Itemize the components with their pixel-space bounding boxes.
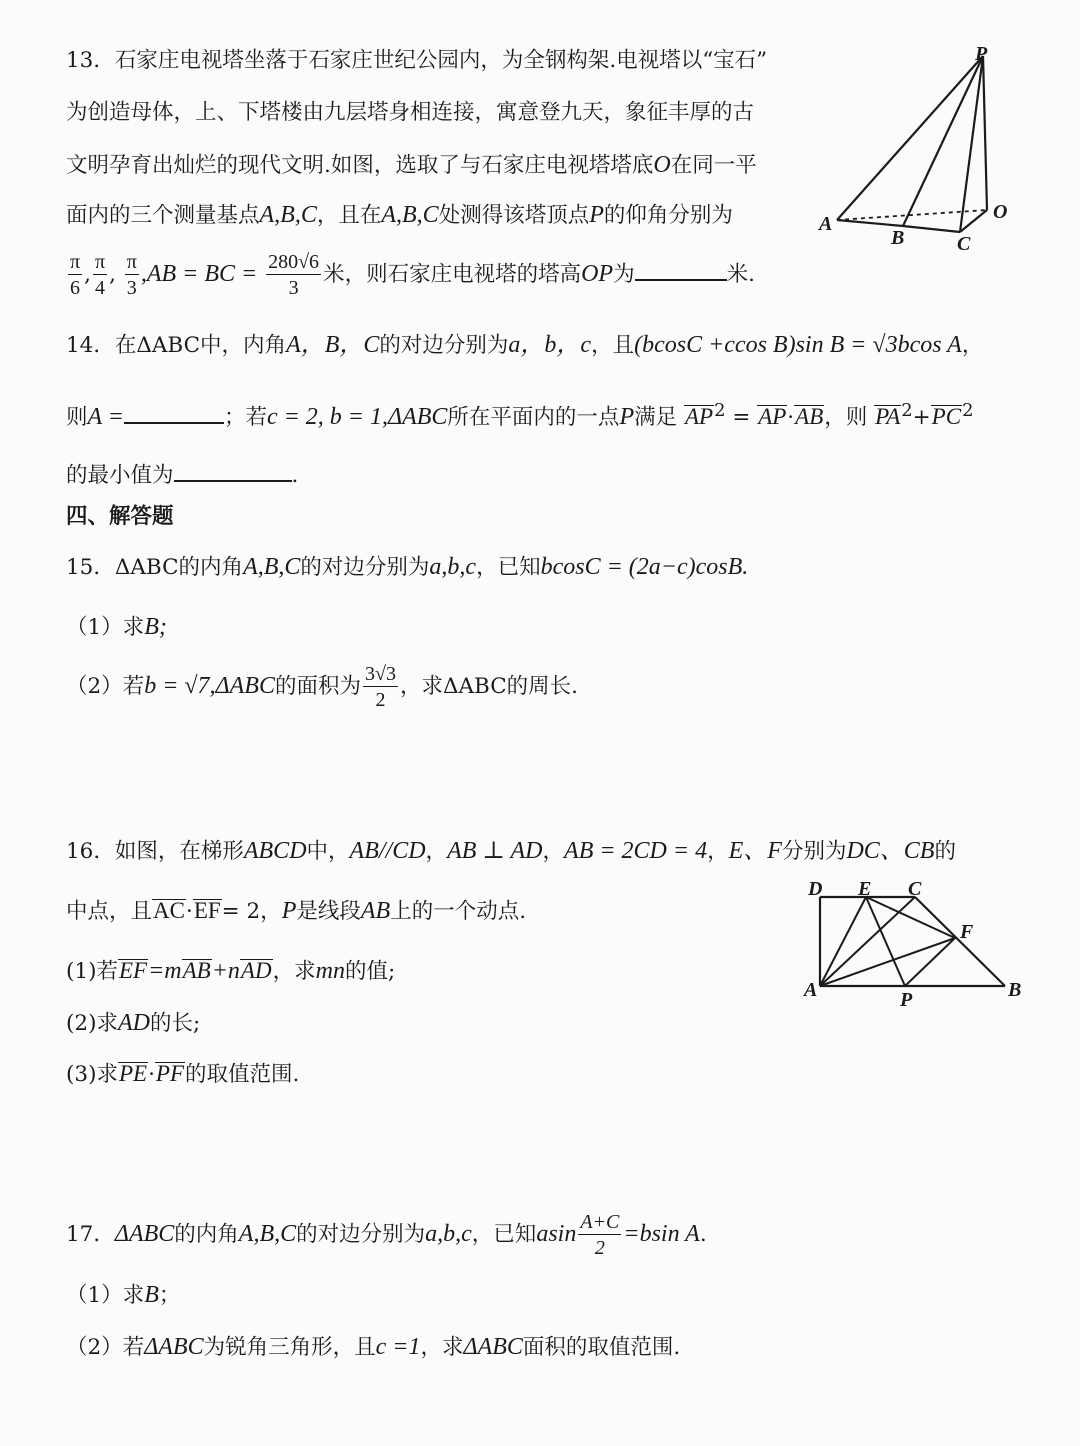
answer-blank-a[interactable] xyxy=(124,400,224,424)
q15-part-2 xyxy=(66,662,578,711)
q17-part-1 xyxy=(66,1280,180,1311)
label-c: C xyxy=(908,878,922,900)
q17-text: 为锐角三角形，且 xyxy=(203,1335,376,1360)
q16-part-3 xyxy=(66,1060,299,1090)
q13-text: 文明孕育出灿烂的现代文明.如图，选取了与石家庄电视塔塔底 xyxy=(66,153,654,178)
segment-ab: AB xyxy=(360,898,391,924)
q16-text: ， xyxy=(707,839,729,864)
q16-text: ， xyxy=(542,839,565,864)
q15-text: ，求ΔABC的周长. xyxy=(399,674,579,699)
segment-op: OP xyxy=(581,261,614,287)
coef-n: +n xyxy=(211,958,240,984)
q16-text: 中点，且 xyxy=(66,899,153,924)
parallel-condition: AB//CD xyxy=(349,838,426,864)
point-p: P xyxy=(281,898,297,924)
q14-text: ；若 xyxy=(223,405,267,431)
q13-text: 为 xyxy=(613,262,635,287)
q16-text: 16．如图，在梯形 xyxy=(66,839,244,864)
q17-text: ，求 xyxy=(420,1335,464,1360)
angle-b: B; xyxy=(144,614,167,640)
sides: a，b，c xyxy=(508,332,592,358)
vector-pe: PE xyxy=(118,1061,148,1086)
q14-text: 14．在ΔABC中，内角 xyxy=(66,333,287,358)
q15-text: （2）若 xyxy=(66,674,145,699)
point-p: P xyxy=(589,202,604,228)
dot: · xyxy=(148,1062,155,1087)
q14-text: ，则 xyxy=(824,405,868,431)
segments-dc-cb: DC、CB xyxy=(846,838,935,864)
q16-text: 中， xyxy=(306,839,350,864)
trapezoid-figure xyxy=(800,872,1040,1022)
q16-text: (2)求 xyxy=(66,1011,118,1036)
q17-text: ； xyxy=(158,1283,181,1308)
point-p: P xyxy=(619,404,635,431)
sides: a,b,c xyxy=(425,1221,472,1247)
label-d: D xyxy=(808,878,823,900)
q16-text: 的 xyxy=(934,839,956,864)
q14-text: ， xyxy=(961,333,984,358)
angles: A，B，C xyxy=(286,332,380,358)
q14-line-3 xyxy=(66,458,298,491)
product-mn: mn xyxy=(315,958,345,984)
sides: a,b,c xyxy=(429,554,477,580)
half-angle-fraction: $\frac{A+C}{2}$ xyxy=(580,1211,620,1259)
q13-line-3 xyxy=(66,150,757,181)
triangle-abc: ΔABC xyxy=(114,1221,175,1247)
length-condition: AB = 2CD = 4 xyxy=(564,838,708,864)
q15-text: 15．ΔABC的内角 xyxy=(66,555,244,580)
segment-ad: AD xyxy=(117,1010,150,1036)
perpendicular-condition: AB ⊥ AD xyxy=(447,838,543,864)
q14-text: 的对边分别为 xyxy=(379,333,509,358)
q13-text: 在同一平 xyxy=(670,153,757,178)
q14-text: 所在平面内的一点 xyxy=(447,405,620,431)
label-e: E xyxy=(858,878,872,900)
condition-formula: (bcosC +ccos B)sin B = √3bcos A xyxy=(634,332,962,358)
q17-text: 的内角 xyxy=(174,1222,239,1247)
q14-text: ，且 xyxy=(591,333,635,358)
label-a: A xyxy=(819,213,833,235)
q17-line-1 xyxy=(66,1208,707,1261)
q14-line-1 xyxy=(66,330,983,361)
q14-text: . xyxy=(291,463,299,488)
given-values: b = √7,ΔABC xyxy=(144,673,275,699)
q13-text: 的仰角分别为 xyxy=(603,203,733,228)
formula-left: asin xyxy=(536,1221,577,1247)
q16-text: 的长; xyxy=(149,1011,201,1036)
q15-text: 的对边分别为 xyxy=(300,555,430,580)
points-ef: E、F xyxy=(728,838,782,864)
vector-pc: PC xyxy=(931,404,962,430)
coef-m: =m xyxy=(148,958,182,984)
label-b: B xyxy=(1008,979,1022,1001)
q16-line-2 xyxy=(66,896,526,927)
q13-line-1 xyxy=(66,46,767,76)
vector-ef: EF xyxy=(118,958,148,983)
q17-text: （2）若 xyxy=(66,1335,145,1360)
distance-fraction: $\frac{280√6}{3}$ xyxy=(268,251,320,299)
formula-right: =bsin A xyxy=(623,1221,700,1247)
q17-text: 的对边分别为 xyxy=(296,1222,426,1247)
q16-text: ，求 xyxy=(272,959,316,984)
angle-pi-3: $\frac{\pi}{3}$ xyxy=(126,251,137,299)
triangle-abc: ΔABC xyxy=(144,1334,204,1360)
vector-pf: PF xyxy=(155,1061,185,1086)
angle-b: B xyxy=(144,1282,159,1308)
q16-text: 的取值范围. xyxy=(185,1062,300,1087)
angle-pi-6: $\frac{\pi}{6}$ xyxy=(70,251,81,299)
q14-text: 的最小值为 xyxy=(66,463,174,488)
square: 2 xyxy=(901,400,913,421)
q13-line-2 xyxy=(66,98,754,128)
q13-text: 米. xyxy=(726,262,755,287)
ab-equals: ,AB = BC = xyxy=(140,261,258,287)
q17-text: ，已知 xyxy=(471,1222,537,1247)
tower-figure xyxy=(815,40,1015,255)
label-a: A xyxy=(804,979,818,1001)
q13-text: 13．石家庄电视塔坐落于石家庄世纪公园内，为全钢构架.电视塔以“宝石” xyxy=(66,48,768,73)
q17-text: （1）求 xyxy=(66,1283,145,1308)
points-abc: A,B,C xyxy=(259,202,317,228)
vector-ef: EF xyxy=(193,898,221,923)
vector-pa: PA xyxy=(875,404,901,430)
dot: · xyxy=(787,405,795,431)
angle-a: A = xyxy=(87,404,124,431)
q13-text: 米，则石家庄电视塔的塔高 xyxy=(323,262,582,287)
q16-text: 的值; xyxy=(344,959,396,984)
vector-ad: AD xyxy=(240,958,272,983)
q16-part-2 xyxy=(66,1008,200,1039)
points-abc: A,B,C xyxy=(381,202,439,228)
q16-text: (1)若 xyxy=(66,959,118,984)
angle-pi-4: $\frac{\pi}{4}$ xyxy=(94,251,106,299)
vector-ab: AB xyxy=(795,404,824,430)
q14-line-2 xyxy=(66,396,973,433)
q13-line-5: $\frac{\pi}{6}$ , $\frac{\pi}{4}$ , $\frac{\pi}{3}$ ,AB = BC = $\frac{280√6}{3}$ 米，则石家庄电视塔的塔高OP为 米. xyxy=(70,251,755,299)
vector-ac: AC xyxy=(153,898,185,923)
triangle-abc: ΔABC xyxy=(463,1334,523,1360)
q16-text: 上的一个动点. xyxy=(390,899,527,924)
answer-blank[interactable] xyxy=(635,257,727,281)
q15-text: 的面积为 xyxy=(274,674,361,699)
q16-text: 是线段 xyxy=(296,899,361,924)
angles: A,B,C xyxy=(238,1221,297,1247)
trapezoid-name: ABCD xyxy=(243,838,307,864)
q14-text: 满足 xyxy=(634,405,678,431)
q15-text: ，已知 xyxy=(476,555,541,580)
q17-text: . xyxy=(699,1222,707,1247)
dot: · xyxy=(185,899,193,924)
plus: + xyxy=(912,405,931,431)
q16-line-1 xyxy=(66,836,956,867)
q13-text: 面内的三个测量基点 xyxy=(66,203,260,228)
vector-ap: AP xyxy=(758,404,787,430)
q17-text: 面积的取值范围. xyxy=(522,1335,681,1360)
q16-text: 分别为 xyxy=(781,839,847,864)
q16-text: (3)求 xyxy=(66,1062,118,1087)
label-b: B xyxy=(891,227,905,249)
square: 2 xyxy=(714,400,726,421)
point-o: O xyxy=(653,152,671,178)
q13-text: ，且在 xyxy=(316,203,382,228)
given-c: c =1 xyxy=(375,1334,421,1360)
area-fraction: $\frac{3√3}{2}$ xyxy=(364,663,396,711)
label-c: C xyxy=(957,233,971,255)
q15-line-1 xyxy=(66,552,748,583)
vector-ab: AB xyxy=(182,958,211,983)
q15-part-1 xyxy=(66,612,167,643)
vector-ap: AP xyxy=(684,404,714,430)
equals: = xyxy=(732,405,751,431)
label-p: P xyxy=(900,989,913,1011)
q13-text: 处测得该塔顶点 xyxy=(438,203,590,228)
condition-formula: bcosC = (2a−c)cosB. xyxy=(540,554,749,580)
q16-text: ， xyxy=(425,839,448,864)
q13-line-4 xyxy=(66,200,733,231)
angles: A,B,C xyxy=(243,554,301,580)
section-heading: 四、解答题 xyxy=(66,504,174,529)
label-p: P xyxy=(975,43,988,65)
q15-text: （1）求 xyxy=(66,615,145,640)
q16-text: = 2， xyxy=(221,899,282,924)
given-values: c = 2, b = 1,ΔABC xyxy=(266,404,448,431)
q16-part-1 xyxy=(66,956,395,987)
q13-text: 为创造母体，上、下塔楼由九层塔身相连接，寓意登九天，象征丰厚的古 xyxy=(66,100,755,125)
q14-text: 则 xyxy=(66,405,88,431)
label-o: O xyxy=(993,201,1008,223)
q17-part-2 xyxy=(66,1332,680,1363)
square: 2 xyxy=(962,400,974,421)
answer-blank-min[interactable] xyxy=(174,458,292,482)
q17-text: 17． xyxy=(66,1222,115,1247)
label-f: F xyxy=(960,921,974,943)
